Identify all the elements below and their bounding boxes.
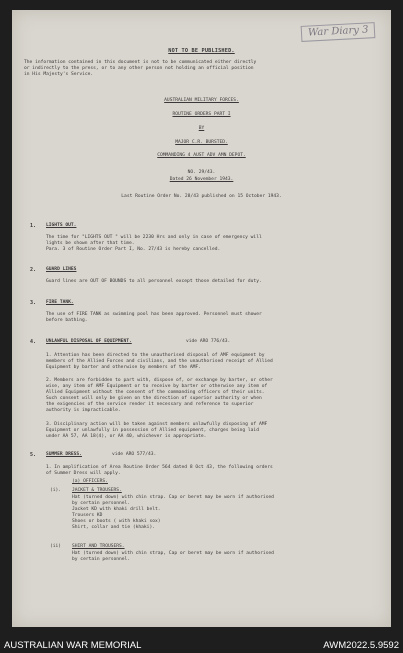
footer-accession-number: AWM2022.5.9592 [323, 640, 399, 651]
section-4-number: 4. [30, 339, 37, 345]
section-1-title: LIGHTS OUT. [46, 223, 77, 228]
item-ii-label: (ii) [50, 544, 62, 549]
caution-line-2: or indirectly to the press, or to any other person not holding an official position [24, 66, 254, 71]
section-4-para-2-line-6: authority is impracticable. [46, 408, 121, 413]
section-4-para-3-line-1: 3. Disciplinary action will be taken against members unlawfully disposing of AMF [46, 422, 268, 427]
item-ii-line-2: by certain personnel. [72, 557, 131, 562]
section-4-para-2-line-1: 2. Members are forbidden to part with, dispose of, or exchange by barter, or other [46, 378, 273, 383]
archive-footer [0, 639, 403, 653]
section-4-para-3-line-3: under AA 57, AA 18(4), or AA 40, whichever is appropriate. [46, 434, 207, 439]
item-i-line-2: by certain personnel. [72, 501, 131, 506]
section-2-line-1: Guard lines are OUT OF BOUNDS to all personnel except those detailed for duty. [46, 279, 262, 284]
section-4-para-2-line-2: wise, any item of AMF Equipment or to receive by barter or otherwise any item of [46, 384, 268, 389]
document-page [12, 10, 391, 627]
section-4-title: UNLAWFUL DISPOSAL OF EQUIPMENT. [46, 339, 132, 344]
section-5-reference: vide ARO 577/43. [112, 452, 157, 457]
not-to-be-published-heading: NOT TO BE PUBLISHED. [168, 48, 235, 54]
item-i-line-5: Shoes or boots ( with khaki sox) [72, 519, 161, 524]
order-number: NO. 29/43. [187, 170, 216, 175]
by-heading: BY [198, 126, 205, 131]
section-4-para-1-line-3: Equipment by barter and otherwise by members of the AMF. [46, 365, 201, 370]
routine-orders-heading: ROUTINE ORDERS PART I [172, 112, 231, 117]
item-ii-line-1: Hat (turned down) with chin strap, Cap or beret may be worn if authorised [72, 551, 274, 556]
item-i-label: (i). [50, 488, 62, 493]
section-3-line-1: The use of FIRE TANK as swimming pool has been approved. Personnel must shower [46, 312, 262, 317]
section-5-intro-line-2: of Summer Dress will apply. [46, 471, 121, 476]
section-1-line-1: The time for "LIGHTS OUT " will be 2230 Hrs and only in case of emergency will [46, 235, 262, 240]
item-i-line-4: Trousers KD [72, 513, 103, 518]
force-heading: AUSTRALIAN MILITARY FORCES. [164, 98, 239, 103]
handwritten-annotation: War Diary 3 [300, 22, 375, 42]
order-date: Dated 26 November 1943. [169, 177, 234, 182]
section-4-para-1-line-1: 1. Attention has been directed to the unauthorised disposal of AMF equipment by [46, 353, 265, 358]
caution-line-1: The information contained in this document is not to be communicated either directly [24, 60, 257, 65]
section-3-line-2: before bathing. [46, 318, 88, 323]
section-3-number: 3. [30, 300, 37, 306]
item-i-line-1: Hat (turned down) with chin strap. Cap or beret may be worn if authorised [72, 495, 274, 500]
section-5-title: SUMMER DRESS. [46, 452, 82, 457]
section-4-para-2-line-3: Allied Equipment without the consent of the commanding officers of their units. [46, 390, 265, 395]
officer-heading: MAJOR C.R. BURSTED. [175, 140, 228, 145]
caution-line-3: in His Majesty's Service. [24, 72, 94, 77]
section-4-para-1-line-2: members of the Allied Forces and civilians, and the unauthorised receipt of Allied [46, 359, 273, 364]
last-order-line: Last Routine Order No. 28/43 published on 15 October 1943. [121, 194, 282, 199]
section-5-intro-line-1: 1. In amplification of Area Routine Order 564 dated 8 Oct 43, the following orders [46, 465, 273, 470]
item-ii-title: SHIRT AND TROUSERS. [72, 544, 125, 549]
section-1-number: 1. [30, 223, 37, 229]
section-5-number: 5. [30, 452, 37, 458]
section-5-sub-a: (a) OFFICERS. [72, 479, 108, 484]
command-heading: COMMANDING 4 AUST ADV AMN DEPOT. [157, 153, 246, 158]
item-i-line-3: Jacket KD with khaki drill belt. [72, 507, 161, 512]
section-2-number: 2. [30, 267, 37, 273]
section-2-title: GUARD LINES [46, 267, 77, 272]
section-4-para-3-line-2: Equipment or unlawfully in possession of Allied equipment, charges being laid [46, 428, 259, 433]
footer-source: AUSTRALIAN WAR MEMORIAL [4, 640, 142, 651]
section-4-reference: vide ARO 776/43. [186, 339, 231, 344]
section-3-title: FIRE TANK. [46, 300, 74, 305]
section-4-para-2-line-4: Such consent will only be given on the direction of superior authority or when [46, 396, 262, 401]
item-i-title: JACKET & TROUSERS. [72, 488, 122, 493]
section-4-para-2-line-5: the exigencies of the service render it necessary and reference to superior [46, 402, 254, 407]
section-1-line-3: Para. 3 of Routine Order Part I, No. 27/43 is hereby cancelled. [46, 247, 221, 252]
section-1-line-2: lights be shown after that time. [46, 241, 135, 246]
item-i-line-6: Shirt, collar and tie (khaki). [72, 525, 155, 530]
